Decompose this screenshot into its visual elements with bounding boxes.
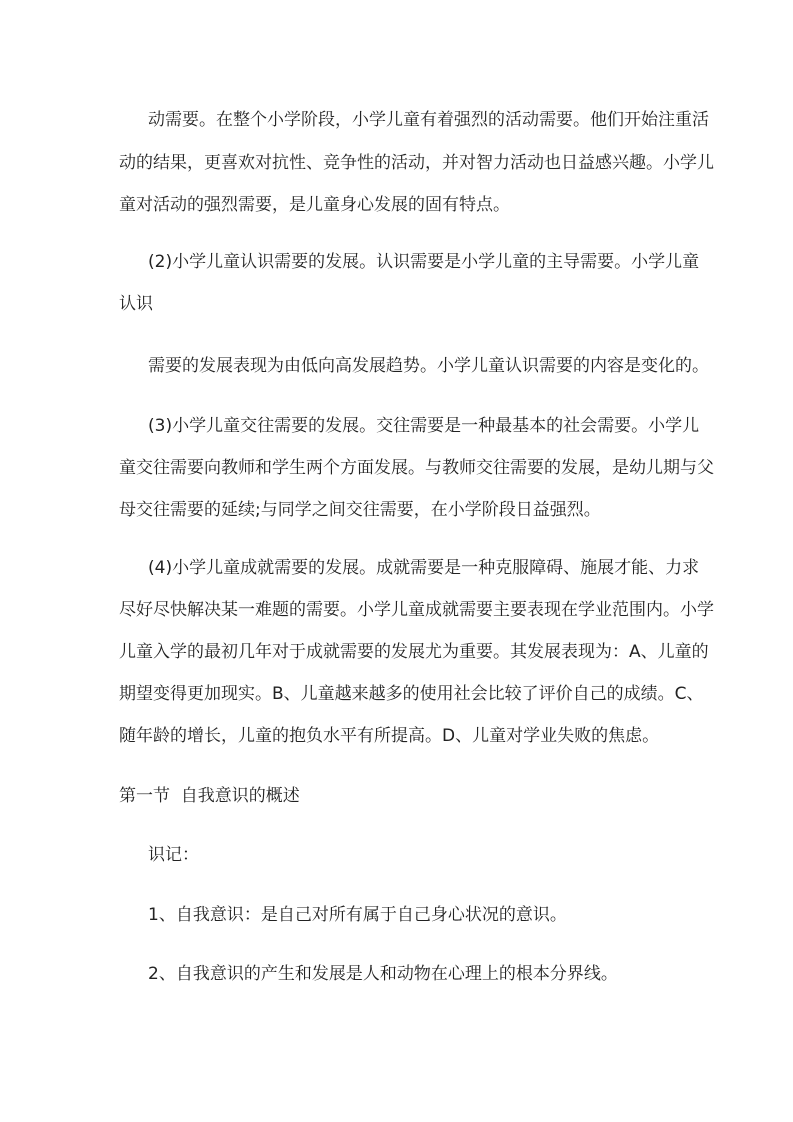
text-line: 尽好尽快解决某一难题的需要。小学儿童成就需要主要表现在学业范围内。小学 bbox=[119, 600, 714, 620]
text-line: 识记： bbox=[148, 845, 199, 865]
section-heading: 第一节 自我意识的概述 bbox=[119, 786, 300, 806]
text-line: 认识 bbox=[119, 294, 153, 314]
text-line: 随年龄的增长，儿童的抱负水平有所提高。D、儿童对学业失败的焦虑。 bbox=[119, 726, 660, 746]
text-line: 童交往需要向教师和学生两个方面发展。与教师交往需要的发展，是幼儿期与父 bbox=[119, 458, 714, 478]
text-line: (4)小学儿童成就需要的发展。成就需要是一种克服障碍、施展才能、力求 bbox=[148, 558, 700, 578]
text-line: 动的结果，更喜欢对抗性、竞争性的活动，并对智力活动也日益感兴趣。小学儿 bbox=[119, 153, 714, 173]
text-line: 母交往需要的延续;与同学之间交往需要，在小学阶段日益强烈。 bbox=[119, 500, 601, 520]
text-line: (3)小学儿童交往需要的发展。交往需要是一种最基本的社会需要。小学儿 bbox=[148, 416, 700, 436]
text-line: 儿童入学的最初几年对于成就需要的发展尤为重要。其发展表现为：A、儿童的 bbox=[119, 642, 709, 662]
text-line: 童对活动的强烈需要，是儿童身心发展的固有特点。 bbox=[119, 195, 510, 215]
text-line: 期望变得更加现实。B、儿童越来越多的使用社会比较了评价自己的成绩。C、 bbox=[119, 684, 704, 704]
text-line: 2、自我意识的产生和发展是人和动物在心理上的根本分界线。 bbox=[148, 964, 618, 984]
text-line: (2)小学儿童认识需要的发展。认识需要是小学儿童的主导需要。小学儿童 bbox=[148, 252, 700, 272]
text-line: 需要的发展表现为由低向高发展趋势。小学儿童认识需要的内容是变化的。 bbox=[148, 356, 709, 376]
text-line: 1、自我意识：是自己对所有属于自己身心状况的意识。 bbox=[148, 905, 567, 925]
text-line: 动需要。在整个小学阶段，小学儿童有着强烈的活动需要。他们开始注重活 bbox=[148, 110, 709, 130]
